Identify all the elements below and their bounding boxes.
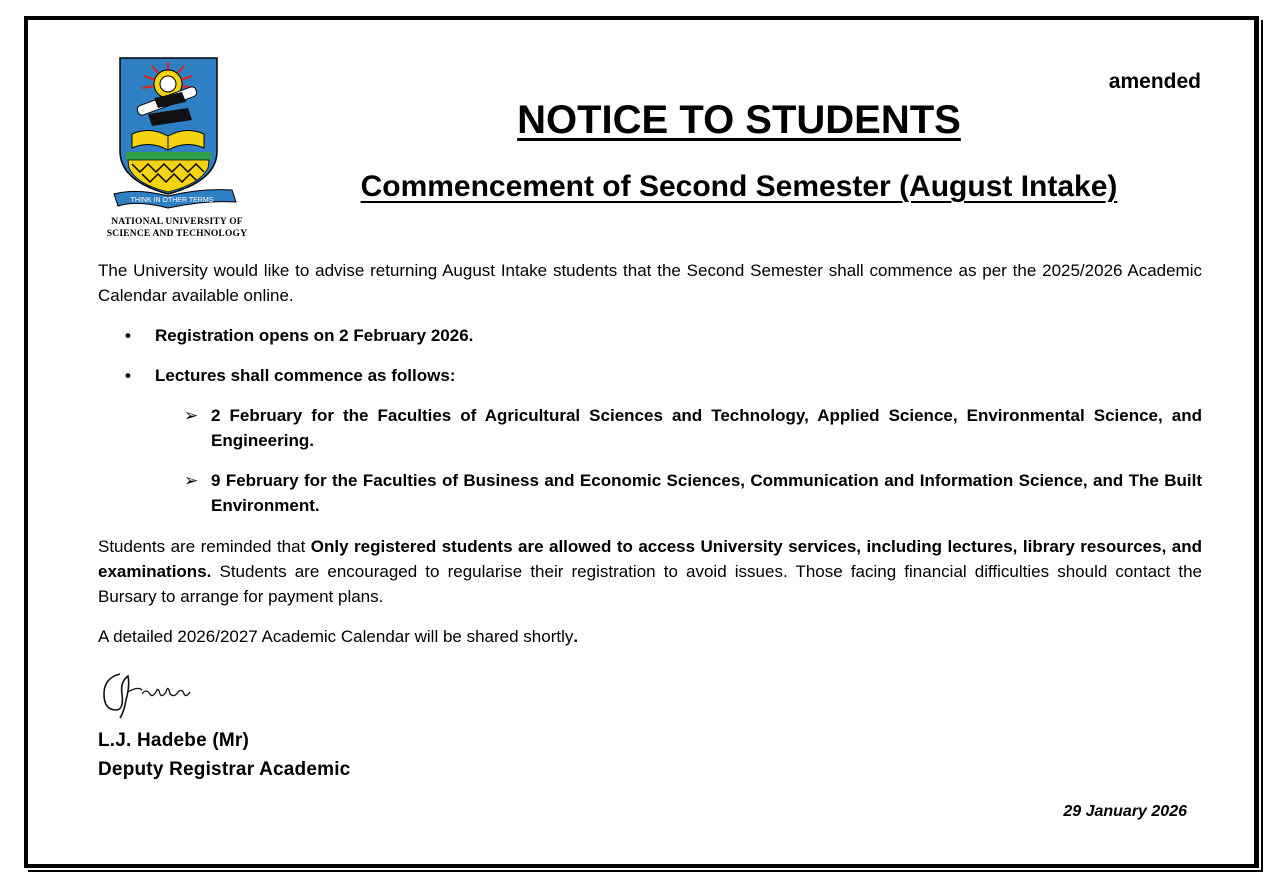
reminder-tail: Students are encouraged to regularise their registration to avoid issues. Those facing financial difficulties should contact the Bursary to arrange for payment plans.: [98, 562, 1202, 606]
signer-name: L.J. Hadebe (Mr): [98, 730, 249, 751]
reminder-lead: Students are reminded that: [98, 537, 311, 556]
bullet-text: Lectures shall commence as follows:: [155, 366, 456, 385]
university-logo: [96, 56, 258, 246]
bullet-icon: •: [125, 326, 131, 345]
logo-caption: [96, 216, 258, 240]
crest-icon: [96, 56, 258, 216]
notice-title: NOTICE TO STUDENTS: [517, 98, 961, 142]
notice-date: 29 January 2026: [1063, 803, 1187, 820]
sub-list-item: [184, 403, 1202, 453]
signature-icon: [98, 664, 198, 720]
bullet-item: [125, 323, 473, 348]
arrow-bullet-icon: ➢: [184, 406, 199, 425]
logo-caption-line2: SCIENCE AND TECHNOLOGY: [106, 229, 248, 239]
bullet-icon: •: [125, 366, 131, 385]
logo-motto: THINK IN OTHER TERMS: [130, 197, 214, 204]
bullet-text: Registration opens on 2 February 2026.: [155, 326, 474, 345]
arrow-bullet-icon: ➢: [184, 471, 199, 490]
bullet-item: [125, 363, 455, 388]
logo-caption-line1: NATIONAL UNIVERSITY OF: [111, 217, 243, 227]
reminder-paragraph: [98, 534, 1202, 609]
notice-subtitle: Commencement of Second Semester (August Intake): [360, 170, 1118, 203]
intro-paragraph: The University would like to advise returning August Intake students that the Second Semester shall commence as per the 2025/2026 Academic Calendar available online.: [98, 261, 1202, 305]
calendar-note-text: A detailed 2026/2027 Academic Calendar will be shared shortly: [98, 627, 574, 646]
sub-item-text: 9 February for the Faculties of Business and Economic Sciences, Communication and Information Science, and The Built Environment.: [211, 471, 1202, 515]
handwritten-signature: [98, 664, 198, 720]
calendar-note-end: .: [573, 627, 579, 646]
reminder-emphasis: Only registered students are allowed to access University services, including lectures, library resources, and examinations.: [98, 537, 1202, 581]
signer-title: Deputy Registrar Academic: [98, 759, 351, 780]
calendar-note: [98, 624, 1202, 649]
sub-list-item: [184, 468, 1202, 518]
amended-label: amended: [1108, 70, 1201, 93]
sub-item-text: 2 February for the Faculties of Agricultural Sciences and Technology, Applied Science, Environmental Science, and Engineering.: [211, 406, 1202, 450]
